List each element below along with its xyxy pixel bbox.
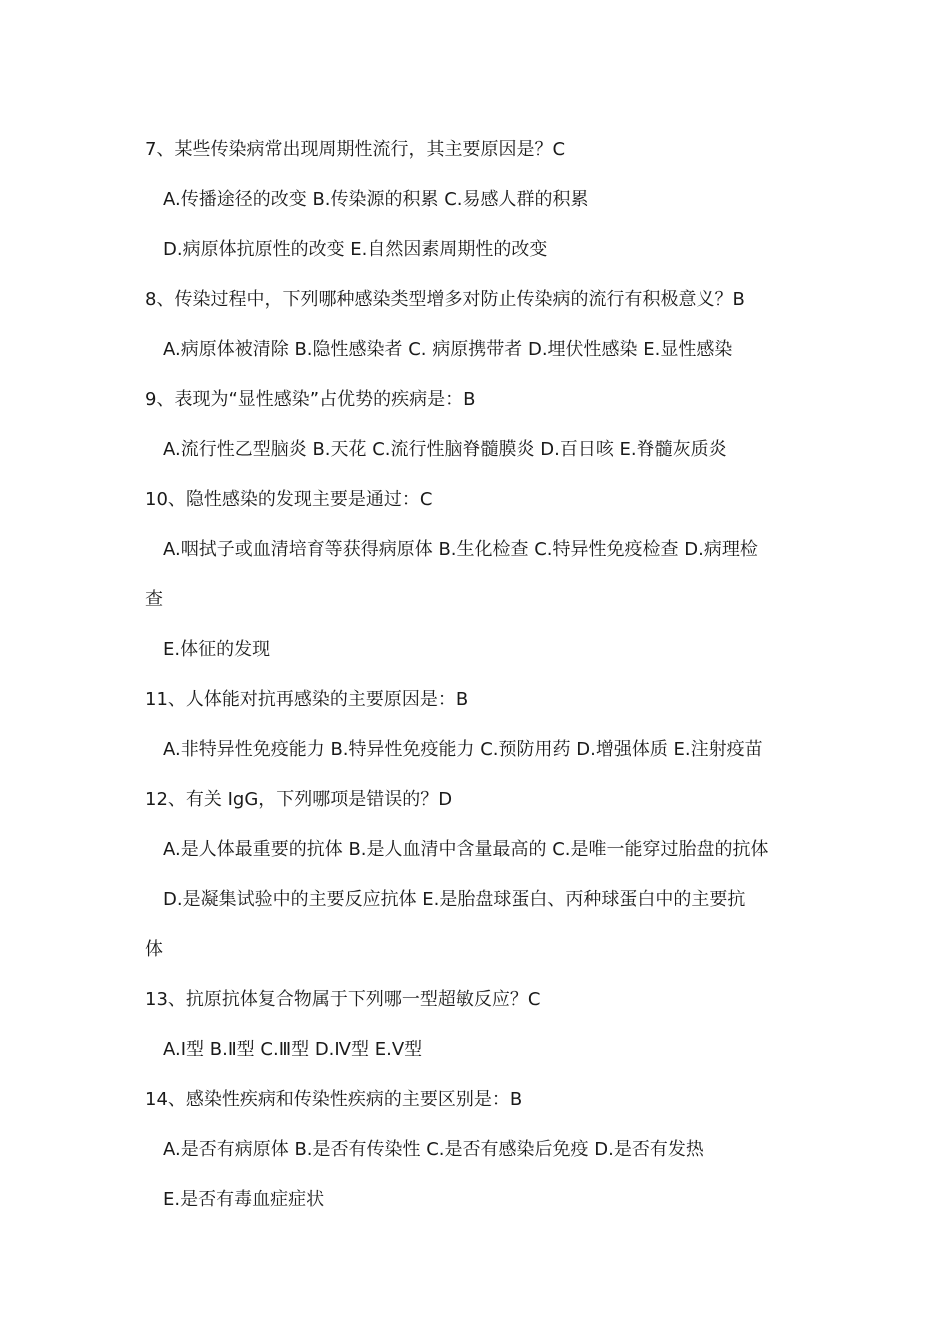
question-13: 13、抗原抗体复合物属于下列哪一型超敏反应？C [145,989,541,1010]
question-7-options-line-2: D.病原体抗原性的改变 E.自然因素周期性的改变 [163,239,548,260]
question-11: 11、人体能对抗再感染的主要原因是：B [145,689,469,710]
question-10-options-line-2: E.体征的发现 [163,639,271,660]
question-10-options-line-1: A.咽拭子或血清培育等获得病原体 B.生化检查 C.特异性免疫检查 D.病理检 [163,539,758,560]
question-14: 14、感染性疾病和传染性疾病的主要区别是：B [145,1089,523,1110]
question-12-options-line-2: D.是凝集试验中的主要反应抗体 E.是胎盘球蛋白、丙种球蛋白中的主要抗 [163,889,746,910]
question-11-options: A.非特异性免疫能力 B.特异性免疫能力 C.预防用药 D.增强体质 E.注射疫苗 [163,739,763,760]
question-9-options: A.流行性乙型脑炎 B.天花 C.流行性脑脊髓膜炎 D.百日咳 E.脊髓灰质炎 [163,439,727,460]
question-9: 9、表现为“显性感染”占优势的疾病是：B [145,389,476,410]
question-8: 8、传染过程中，下列哪种感染类型增多对防止传染病的流行有积极意义？B [145,289,745,310]
question-10-options-wrap: 查 [145,589,163,610]
question-13-options: A.Ⅰ型 B.Ⅱ型 C.Ⅲ型 D.Ⅳ型 E.Ⅴ型 [163,1039,423,1060]
question-12-options-line-1: A.是人体最重要的抗体 B.是人血清中含量最高的 C.是唯一能穿过胎盘的抗体 [163,839,769,860]
question-12-options-wrap: 体 [145,939,163,960]
question-7-options-line-1: A.传播途径的改变 B.传染源的积累 C.易感人群的积累 [163,189,589,210]
question-10: 10、隐性感染的发现主要是通过：C [145,489,433,510]
question-7: 7、某些传染病常出现周期性流行，其主要原因是？C [145,139,566,160]
question-12: 12、有关 IgG，下列哪项是错误的？D [145,789,453,810]
question-14-options-line-2: E.是否有毒血症症状 [163,1189,325,1210]
question-14-options-line-1: A.是否有病原体 B.是否有传染性 C.是否有感染后免疫 D.是否有发热 [163,1139,704,1160]
question-8-options: A.病原体被清除 B.隐性感染者 C. 病原携带者 D.埋伏性感染 E.显性感染 [163,339,733,360]
